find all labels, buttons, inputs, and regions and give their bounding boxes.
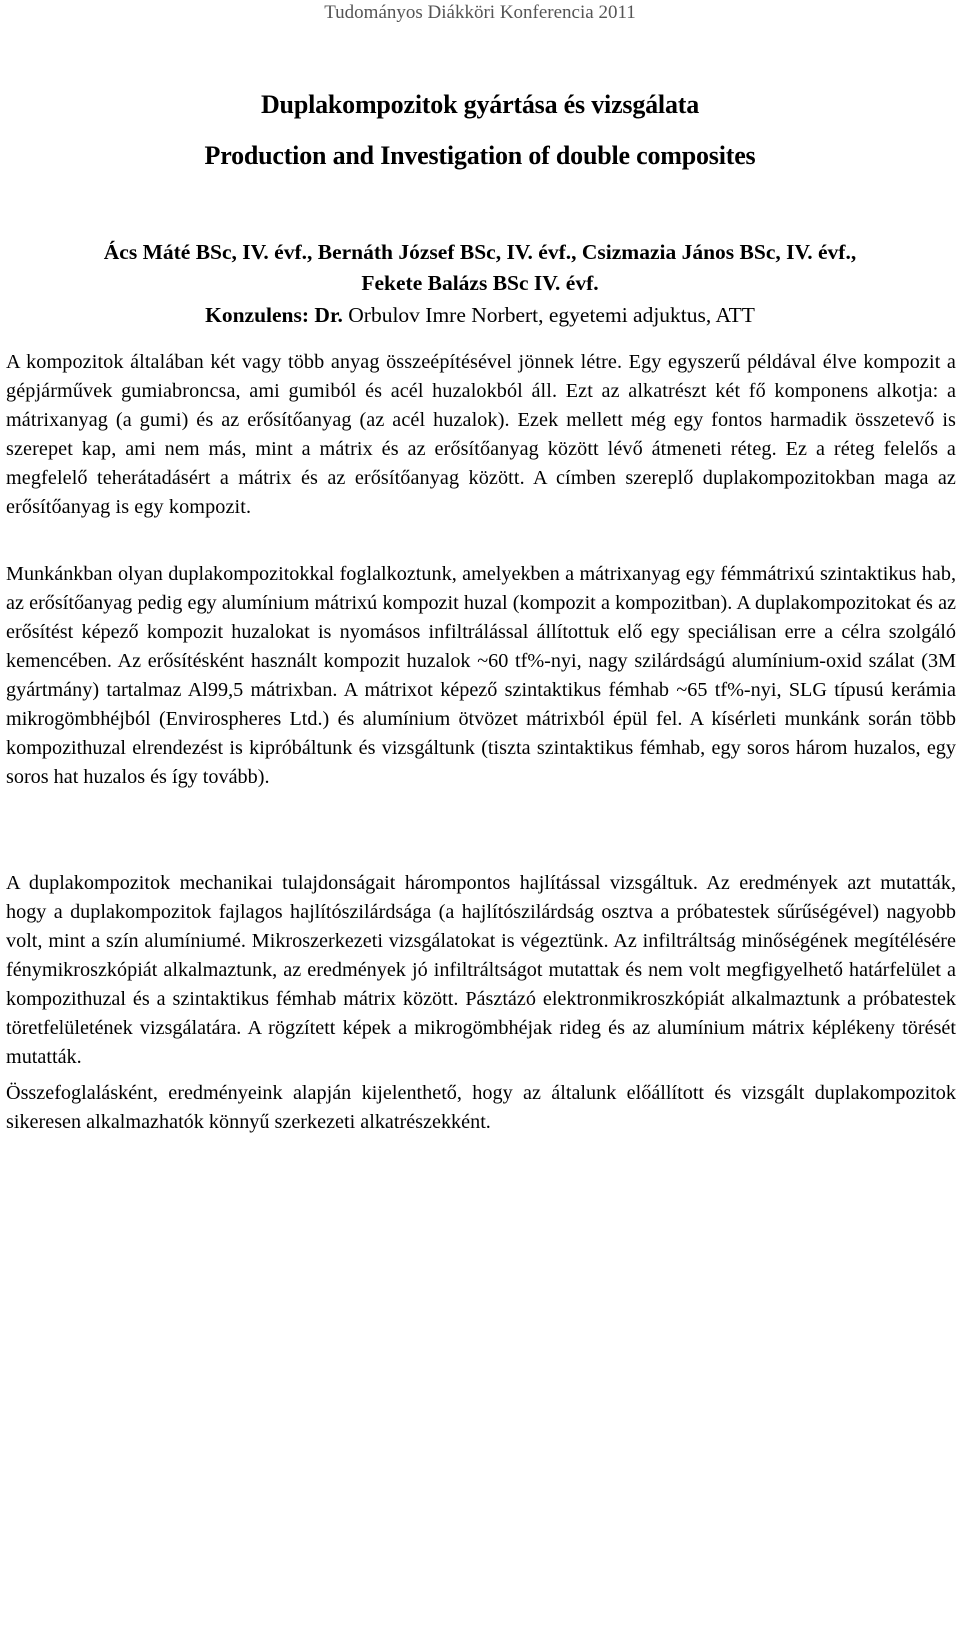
conference-header: Tudományos Diákköri Konferencia 2011 [324,2,636,23]
paragraph-methods: Munkánkban olyan duplakompozitokkal foglalkoztunk, amelyekben a mátrixanyag egy fémmátrixú szintaktikus hab, az erősítőanyag pedig egy alumínium mátrixú kompozit huzal (kompozit a kompozitban). A duplakompozitokat és az erősítést képező kompozit huzalokat is nyomásos infiltrálással állítottuk elő egy speciálisan erre a célra szolgáló kemencében. Az erősítésként használt kompozit huzalok ~60 tf%-nyi, nagy szilárdságú alumínium-oxid szálat (3M gyártmány) tartalmaz Al99,5 mátrixban. A mátrixot képező szintaktikus fémhab ~65 tf%-nyi, SLG típusú kerámia mikrogömbhéjból (Envirospheres Ltd.) és alumínium ötvözet mátrixból épül fel. A kísérleti munkánk során több kompozithuzal elrendezést is kipróbáltunk és vizsgáltunk (tiszta szintaktikus fémhab, egy soros három huzalos, egy soros hat huzalos és így tovább). [6,563,956,788]
authors-block [0,237,960,299]
paragraph-results: A duplakompozitok mechanikai tulajdonságait hárompontos hajlítással vizsgáltuk. Az eredmények azt mutatták, hogy a duplakompozitok fajlagos hajlítószilárdsága (a hajlítószilárdság osztva a próbatestek sűrűségével) nagyobb volt, mint a szín alumíniumé. Mikroszerkezeti vizsgálatokat is végeztünk. Az infiltráltság minőségének megítélésére fénymikroszkópiát alkalmaztunk, az eredmények jó infiltráltságot mutattak és nem volt megfigyelhető határfelület a kompozithuzal és a szintaktikus fémhab mátrix között. Pásztázó elektronmikroszkópiát alkalmaztunk a próbatestek töretfelületének vizsgálatára. A rögzített képek a mikrogömbhéjak rideg és az alumínium mátrix képlékeny törését mutatták. [6,872,956,1068]
authors-line-2: Fekete Balázs BSc IV. évf. [361,271,599,295]
advisor-line [0,303,960,328]
paragraph-conclusion: Összefoglalásként, eredményeink alapján kijelenthető, hogy az általunk előállított és vizsgált duplakompozitok sikeresen alkalmazhatók könnyű szerkezeti alkatrészekként. [6,1082,956,1133]
title-hungarian: Duplakompozitok gyártása és vizsgálata [260,90,700,119]
advisor-name: Orbulov Imre Norbert, egyetemi adjuktus, ATT [342,303,755,327]
paragraph-introduction: A kompozitok általában két vagy több anyag összeépítésével jönnek létre. Egy egyszerű példával élve kompozit a gépjárművek gumiabroncsa, ami gumiból és acél huzalokból áll. Ezt az alkatrészt két fő komponens alkotja: a mátrixanyag (a gumi) és az erősítőanyag (az acél huzalok). Ezek mellett még egy fontos harmadik összetevő is szerepet kap, ami nem más, mint a mátrix és az erősítőanyag között lévő átmeneti réteg. Ez a réteg felelős a megfelelő teherátadásért a mátrix és az erősítőanyag között. A címben szereplő duplakompozitokban maga az erősítőanyag is egy kompozit. [6,351,956,518]
title-english: Production and Investigation of double composites [204,141,756,170]
advisor-label: Konzulens: Dr. [205,303,343,327]
authors-line-1: Ács Máté BSc, IV. évf., Bernáth József BSc, IV. évf., Csizmazia János BSc, IV. évf., [103,240,857,264]
